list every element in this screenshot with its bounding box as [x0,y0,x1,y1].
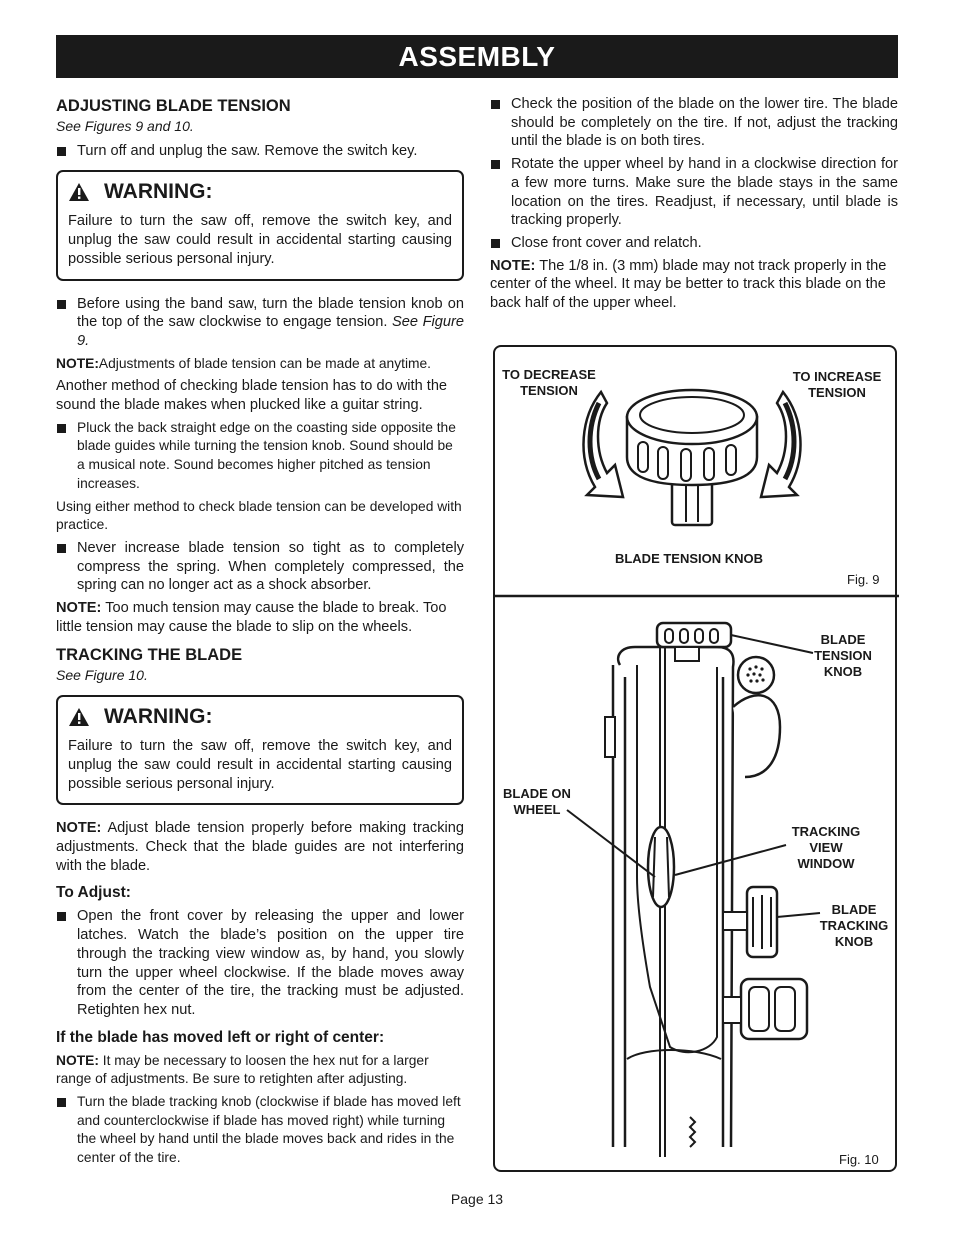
note-text: It may be necessary to loosen the hex nut for a larger range of adjustments. Be sure to retighten after adjusting. [56,1052,429,1087]
bullet-square-icon [57,544,66,553]
figure-illustrations [495,347,899,1174]
note-label: NOTE: [56,355,99,371]
figure-box [493,345,897,1172]
clockwise-arrow-icon [761,392,800,497]
list-item-text: Close front cover and relatch. [511,234,702,251]
label-blade-on-wheel [497,786,577,818]
bullet-list [56,907,464,1019]
bullet-list [56,539,464,595]
label-line: TENSION [814,648,872,663]
note-text: Adjustments of blade tension can be made at anytime. [98,355,432,371]
callout-lines [567,635,820,917]
bullet-list [56,295,464,351]
note-paragraph [56,1052,464,1089]
paragraph: Using either method to check blade tension can be developed with practice. [56,498,462,533]
tension-knob-drawing [627,390,757,525]
list-item [56,1093,464,1168]
list-item [56,907,464,1019]
warning-header [68,703,452,731]
note-label: NOTE: [56,1052,99,1068]
heading-adjusting-blade-tension: ADJUSTING BLADE TENSION [56,97,291,115]
bullet-square-icon [57,424,66,433]
label-line: BLADE ON [503,786,571,801]
note-label: NOTE: [56,600,102,617]
bullet-square-icon [57,912,66,921]
note-label: NOTE: [56,820,102,837]
bullet-square-icon [491,100,500,109]
warning-header [68,178,452,206]
label-line: BLADE [820,632,866,647]
label-line: TRACKING [819,918,889,933]
heading-tracking-the-blade: TRACKING THE BLADE [56,646,243,665]
label-line: TRACKING [791,824,861,839]
bullet-square-icon [57,147,66,156]
label-to-decrease-tension [499,367,599,399]
list-item-text: Pluck the back straight edge on the coasting side opposite the blade guides while turning the tension knob. Sound should be a musical note. Sound becomes higher pitched as tension increases. [77,419,456,491]
counterclockwise-arrow-icon [584,392,623,497]
note-paragraph [56,355,464,374]
band-saw-drawing [605,623,807,1157]
list-item-text: Turn off and unplug the saw. Remove the switch key. [77,142,418,159]
bullet-square-icon [57,1098,66,1107]
page-number: Page 13 [450,1191,504,1207]
list-item-text: Before using the band saw, turn the blade tension knob on the top of the saw clockwise to engage tension. [77,295,464,331]
bullet-square-icon [57,300,66,309]
label-blade-tracking-knob [811,902,897,950]
label-line: KNOB [834,934,874,949]
list-item-text: Check the position of the blade on the lower tire. The blade should be completely on the tire. If not, adjust the tracking until the blade is on both tires. [511,96,898,150]
label-to-increase-tension [787,369,887,401]
list-item [56,539,464,595]
bullet-list [490,95,898,253]
label-line: TO INCREASE [792,369,882,384]
label-line: WINDOW [797,856,855,871]
list-item-text: Open the front cover by releasing the upper and lower latches. Watch the blade’s position on the upper tire through the tracking view window as, by hand, you slowly turn the upper wheel clockwise. If the blade moves away from the center of the tire, the tracking must be adjusted. Retighten hex nut. [77,908,464,1018]
bullet-square-icon [491,239,500,248]
list-item-text: Turn the blade tracking knob (clockwise if blade has moved left and counterclockwise if blade has moved right) while turning the wheel by hand until the blade moves back and rides in the center of the tire. [77,1094,461,1166]
label-tracking-view-window [781,824,871,872]
list-item-text: Never increase blade tension so tight as to completely compress the spring. When completely compressed, the spring can no longer act as a shock absorber. [77,539,464,594]
figure-reference: See Figure 9. [77,314,464,349]
label-line: VIEW [809,840,843,855]
label-blade-tension-knob: BLADE TENSION KNOB [614,551,764,566]
figure-reference: See Figure 10. [56,667,148,684]
warning-triangle-icon [68,707,90,727]
list-item [56,142,464,161]
warning-triangle-icon [68,182,90,202]
note-text: Too much tension may cause the blade to break. Too little tension may cause the blade to slip on the wheels. [56,600,447,635]
note-text: The 1/8 in. (3 mm) blade may not track properly in the center of the wheel. It may be better to track this blade on the back half of the upper wheel. [490,257,887,312]
list-item [56,295,464,351]
paragraph: Another method of checking blade tension has to do with the sound the blade makes when plucked like a guitar string. [56,378,448,414]
label-line: KNOB [823,664,863,679]
figure-caption: Fig. 10 [839,1152,879,1167]
list-item [490,95,898,151]
subheading-blade-moved: If the blade has moved left or right of center: [56,1028,385,1046]
bullet-list [56,1093,464,1168]
figure-caption: Fig. 9 [847,572,880,587]
list-item-text: Rotate the upper wheel by hand in a clockwise direction for a few more turns. Make sure the blade stays in the same location on the tires. Readjust, if necessary, until blade is tracking properly. [511,156,898,229]
list-item [56,419,464,494]
label-line: TO DECREASE [502,367,596,382]
right-column [490,95,898,317]
label-line: TENSION [520,383,578,398]
bullet-list [56,419,464,494]
note-label: NOTE: [490,257,536,274]
note-paragraph [56,599,464,636]
section-banner: ASSEMBLY [56,35,898,78]
warning-box [56,170,464,280]
figure-reference: See Figures 9 and 10. [56,118,194,134]
label-line: BLADE [831,902,877,917]
note-paragraph [56,819,464,875]
label-blade-tension-knob [803,632,883,680]
note-text: Adjust blade tension properly before making tracking adjustments. Check that the blade guides are not interfering with the blade. [56,820,465,874]
warning-title: WARNING: [104,180,213,204]
left-column [56,95,464,1172]
subheading-to-adjust: To Adjust: [56,884,131,902]
list-item [490,234,898,253]
bullet-square-icon [491,160,500,169]
note-paragraph [490,257,898,313]
list-item [490,155,898,230]
warning-box [56,695,464,805]
bullet-list [56,142,464,161]
warning-title: WARNING: [104,705,213,729]
warning-text: Failure to turn the saw off, remove the switch key, and unplug the saw could result in accidental starting causing possible serious personal injury. [68,738,452,792]
label-line: TENSION [808,385,866,400]
label-line: WHEEL [513,802,561,817]
warning-text: Failure to turn the saw off, remove the switch key, and unplug the saw could result in accidental starting causing possible serious personal injury. [68,213,452,267]
